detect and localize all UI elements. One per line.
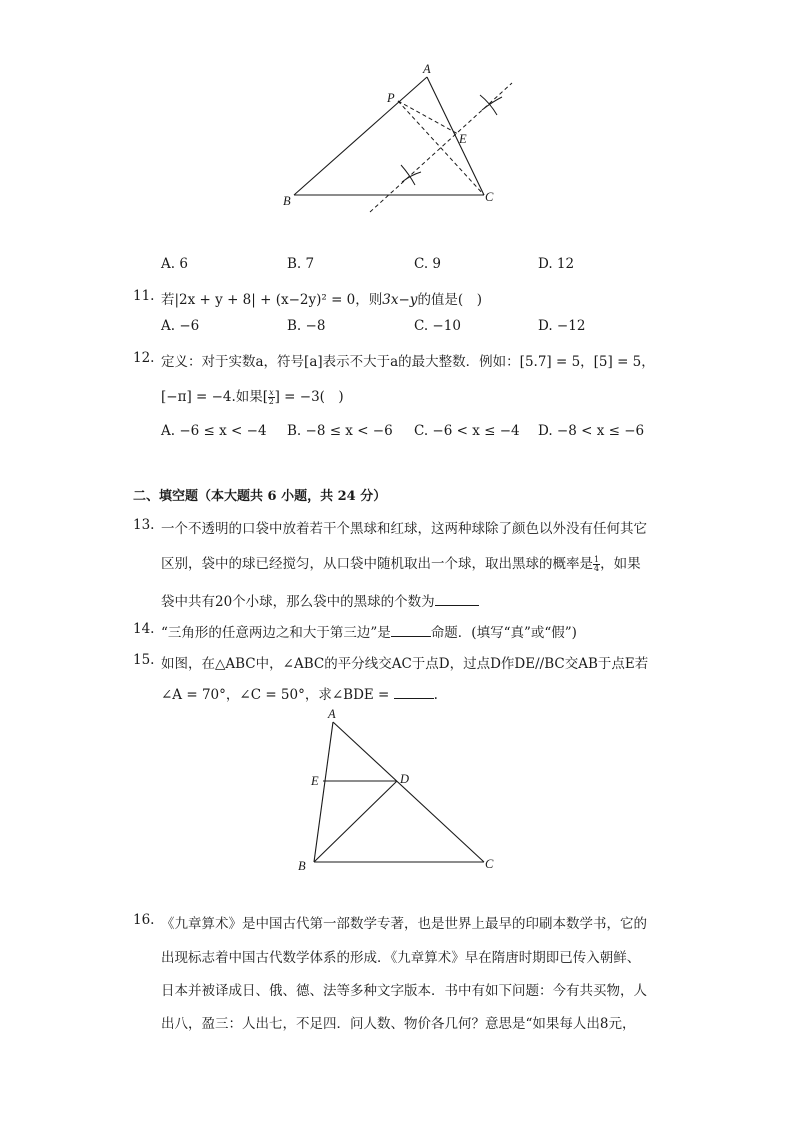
q15-end: . <box>433 687 438 703</box>
q13-answer-blank[interactable] <box>435 591 479 606</box>
q13-line3 <box>161 590 479 610</box>
section-fill-in-title: 二、填空题（本大题共 6 小题，共 24 分） <box>133 489 387 504</box>
label-b: B <box>283 194 291 208</box>
figure-triangle-construction <box>270 55 530 220</box>
label-a: A <box>423 62 431 76</box>
q12-line1: 定义：对于实数a，符号[a]表示不大于a的最大整数．例如：[5.7] = 5，[5] = 5， <box>161 354 655 370</box>
dashed-segment-pe <box>398 101 458 134</box>
label-a: A <box>328 707 336 721</box>
q12-option-c[interactable]: C. −6 < x ≤ −4 <box>414 423 520 439</box>
q14-text-post: 命题．(填写“真”或“假”) <box>430 625 577 641</box>
q11-option-b[interactable]: B. −8 <box>287 318 326 334</box>
q15-line2-text: ∠A = 70°，∠C = 50°，求∠BDE = <box>161 687 390 703</box>
q13-number: 13. <box>133 517 155 533</box>
q11-text-post: 的值是( ) <box>417 292 482 308</box>
q11-option-a[interactable]: A. −6 <box>161 318 200 334</box>
q14-text-pre: “三角形的任意两边之和大于第三边”是 <box>161 625 391 641</box>
q16-line4: 出八，盈三：人出七，不足四．问人数、物价各几何？意思是“如果每人出8元， <box>161 1016 636 1032</box>
q12-line2-pre: [−π] = −4.如果[ <box>161 389 269 405</box>
label-e: E <box>311 774 319 788</box>
q13-line2 <box>161 552 641 573</box>
q11-expr: 3x−y <box>382 292 418 308</box>
q16-line2: 出现标志着中国古代数学体系的形成．《九章算术》早在隋唐时期即已传入朝鲜、 <box>161 950 641 966</box>
q13-line2-post: ，如果 <box>600 556 641 572</box>
segment-bd <box>314 781 397 862</box>
q11-number: 11. <box>133 288 155 304</box>
q11-option-c[interactable]: C. −10 <box>414 318 461 334</box>
q12-option-d[interactable]: D. −8 < x ≤ −6 <box>538 423 645 439</box>
q16-line3: 日本并被译成日、俄、德、法等多种文字版本．书中有如下问题：今有共买物，人 <box>161 983 647 999</box>
q13-line1: 一个不透明的口袋中放着若干个黑球和红球，这两种球除了颜色以外没有任何其它 <box>161 521 647 537</box>
q12-number: 12. <box>133 350 155 366</box>
q11-option-d[interactable]: D. −12 <box>538 318 586 334</box>
label-d: D <box>400 772 410 786</box>
q13-frac-num: 1 <box>594 555 600 564</box>
segment-ab <box>314 722 333 862</box>
q12-option-b[interactable]: B. −8 ≤ x < −6 <box>287 423 393 439</box>
q14-number: 14. <box>133 621 155 637</box>
q12-frac-den: 2 <box>268 397 274 406</box>
q15-number: 15. <box>133 652 155 668</box>
label-b: B <box>298 859 306 873</box>
q12-line2-post: ] = −3( ) <box>274 389 344 405</box>
q10-option-c[interactable]: C. 9 <box>414 256 442 272</box>
segment-ac <box>333 722 484 862</box>
q13-line2-pre: 区别，袋中的球已经搅匀，从口袋中随机取出一个球，取出黑球的概率是 <box>161 556 593 572</box>
label-c: C <box>485 190 494 204</box>
segment-ac <box>427 77 484 195</box>
q11-stem <box>161 288 482 308</box>
segment-ab <box>294 77 427 195</box>
arc-mark-lower-2 <box>402 172 421 182</box>
label-p: P <box>387 91 395 105</box>
q13-frac-den: 4 <box>594 564 600 573</box>
q14-stem <box>161 621 577 641</box>
q14-answer-blank[interactable] <box>391 622 431 637</box>
q12-option-a[interactable]: A. −6 ≤ x < −4 <box>161 423 267 439</box>
q12-frac-num: x <box>269 388 274 397</box>
q15-answer-blank[interactable] <box>394 684 434 699</box>
q16-line1: 《九章算术》是中国古代第一部数学专著，也是世界上最早的印刷本数学书，它的 <box>161 916 647 932</box>
q13-line3-text: 袋中共有20个小球，那么袋中的黑球的个数为 <box>161 594 435 610</box>
label-e: E <box>459 132 467 146</box>
q10-option-b[interactable]: B. 7 <box>287 256 315 272</box>
q15-line1: 如图，在△ABC中，∠ABC的平分线交AC于点D，过点D作DE//BC交AB于点E若 <box>161 656 649 672</box>
q16-number: 16. <box>133 912 155 928</box>
figure-triangle-parallel <box>290 700 500 880</box>
q10-option-d[interactable]: D. 12 <box>538 256 575 272</box>
q12-line2 <box>161 385 344 406</box>
q11-text-pre: 若|2x + y + 8| + (x−2y)² = 0，则 <box>161 292 383 308</box>
q10-option-a[interactable]: A. 6 <box>161 256 188 272</box>
label-c: C <box>485 857 494 871</box>
dashed-segment-pc <box>398 101 484 195</box>
